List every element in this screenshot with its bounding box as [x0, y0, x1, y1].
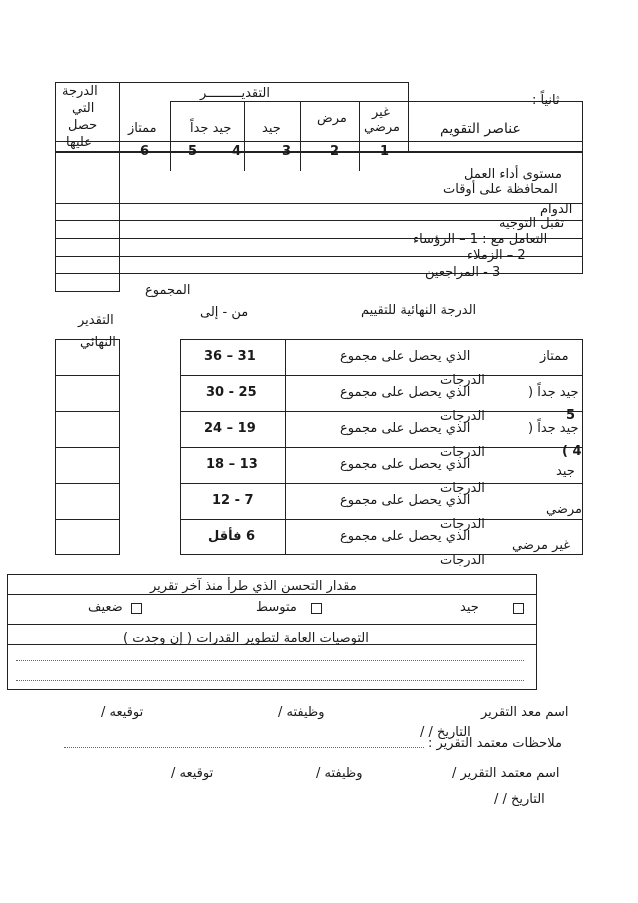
band-4-desc2: الدرجات	[440, 481, 485, 496]
rating-value-4: 4	[232, 144, 242, 159]
band-6-grade: غير مرضي	[512, 538, 571, 553]
total-label: المجموع	[145, 283, 191, 298]
band-6-range: 6 فأقل	[208, 529, 256, 544]
recommendations-line-1[interactable]	[16, 660, 524, 661]
rating-excellent-label: ممتاز	[128, 121, 157, 136]
criterion-accept-direction: تقبل التوجيه	[499, 216, 565, 231]
final-estimate-l1: التقدير	[78, 313, 114, 328]
preparer-name-label: اسم معد التقرير	[481, 705, 569, 720]
rating-value-6: 6	[140, 144, 150, 159]
criterion-attendance-l2: الدوام	[540, 202, 573, 217]
band-5-grade: مرضي	[546, 502, 583, 517]
approver-notes-line[interactable]	[64, 747, 424, 748]
grade-obtained-l4: عليها	[66, 135, 92, 150]
band-1-range: 36 – 31	[204, 349, 256, 364]
band-1-grade: ممتاز	[540, 349, 569, 364]
band-3-range: 24 – 19	[204, 421, 256, 436]
grade-obtained-l3: حصل	[68, 118, 98, 133]
band-1-desc: الذي يحصل على مجموع	[340, 349, 471, 364]
band-2-grade: جيد جداً (	[528, 385, 579, 400]
band-5-range: 12 - 7	[212, 493, 254, 508]
final-estimate-l2: النهائي	[80, 335, 116, 350]
band-3-desc: الذي يحصل على مجموع	[340, 421, 471, 436]
approver-notes-label: ملاحظات معتمد التقرير :	[428, 736, 562, 751]
approver-date-label: التاريخ / /	[494, 792, 545, 807]
preparer-position-label: وظيفته /	[278, 705, 325, 720]
rating-good-label: جيد	[262, 121, 281, 136]
preparer-date-label: التاريخ / /	[420, 725, 471, 740]
final-grade-label: الدرجة النهائية للتقييم	[361, 303, 477, 318]
band-6-desc2: الدرجات	[440, 553, 485, 568]
grade-obtained-l1: الدرجة	[62, 84, 98, 99]
rating-value-3: 3	[282, 144, 292, 159]
band-5-desc: الذي يحصل على مجموع	[340, 493, 471, 508]
criterion-attendance: المحافظة على أوقات	[443, 182, 558, 197]
improvement-medium-label: متوسط	[256, 600, 297, 615]
band-3-desc2: الدرجات	[440, 445, 485, 460]
improvement-weak-label: ضعيف	[88, 600, 123, 615]
rating-value-2: 2	[330, 144, 340, 159]
band-4-range: 18 – 13	[206, 457, 258, 472]
recommendations-title: التوصيات العامة لتطوير القدرات ( إن وجدت )	[123, 631, 369, 646]
section-heading: ثانياً :	[532, 93, 560, 108]
rating-unsatisfactory-l1: غير	[372, 105, 390, 120]
band-3-grade: جيد جداً (	[528, 421, 579, 436]
rating-value-5: 5	[188, 144, 198, 159]
preparer-signature-label: توقيعه /	[101, 705, 144, 720]
total-cell	[55, 273, 120, 292]
rating-value-1: 1	[380, 144, 390, 159]
evaluation-header: التقديـــــــــر	[200, 86, 270, 101]
range-label: من - إلى	[200, 305, 249, 320]
band-2-range: 30 - 25	[206, 385, 257, 400]
criterion-dealing-superiors: التعامل مع : 1 – الرؤساء	[413, 232, 548, 247]
improvement-title: مقدار التحسن الذي طرأ منذ آخر تقرير	[150, 579, 357, 594]
band-1-desc2: الدرجات	[440, 373, 485, 388]
improvement-weak-checkbox[interactable]	[131, 603, 142, 614]
band-3-grade2: 4 )	[562, 444, 582, 459]
grade-obtained-l2: التي	[72, 101, 95, 116]
rating-acceptable-label: مرض	[317, 111, 347, 126]
band-5-desc2: الدرجات	[440, 517, 485, 532]
criteria-header: عناصر التقويم	[440, 121, 521, 137]
band-4-desc: الذي يحصل على مجموع	[340, 457, 471, 472]
approver-name-label: اسم معتمد التقرير /	[452, 766, 560, 781]
band-6-desc: الذي يحصل على مجموع	[340, 529, 471, 544]
rating-unsatisfactory-l2: مرضي	[364, 120, 401, 135]
approver-signature-label: توقيعه /	[171, 766, 214, 781]
band-4-grade: جيد	[556, 464, 575, 479]
approver-position-label: وظيفته /	[316, 766, 363, 781]
recommendations-line-2[interactable]	[16, 680, 524, 681]
criterion-dealing-reviewers: 3 - المراجعين	[425, 265, 501, 280]
improvement-good-checkbox[interactable]	[513, 603, 524, 614]
band-2-desc: الذي يحصل على مجموع	[340, 385, 471, 400]
criterion-performance: مستوى أداء العمل	[464, 167, 562, 182]
rating-very-good-label: جيد جداً	[190, 121, 232, 136]
band-2-grade2: 5	[566, 408, 576, 423]
band-2-desc2: الدرجات	[440, 409, 485, 424]
improvement-medium-checkbox[interactable]	[311, 603, 322, 614]
improvement-good-label: جيد	[460, 600, 479, 615]
criterion-dealing-colleagues: 2 – الزملاء	[467, 248, 526, 263]
